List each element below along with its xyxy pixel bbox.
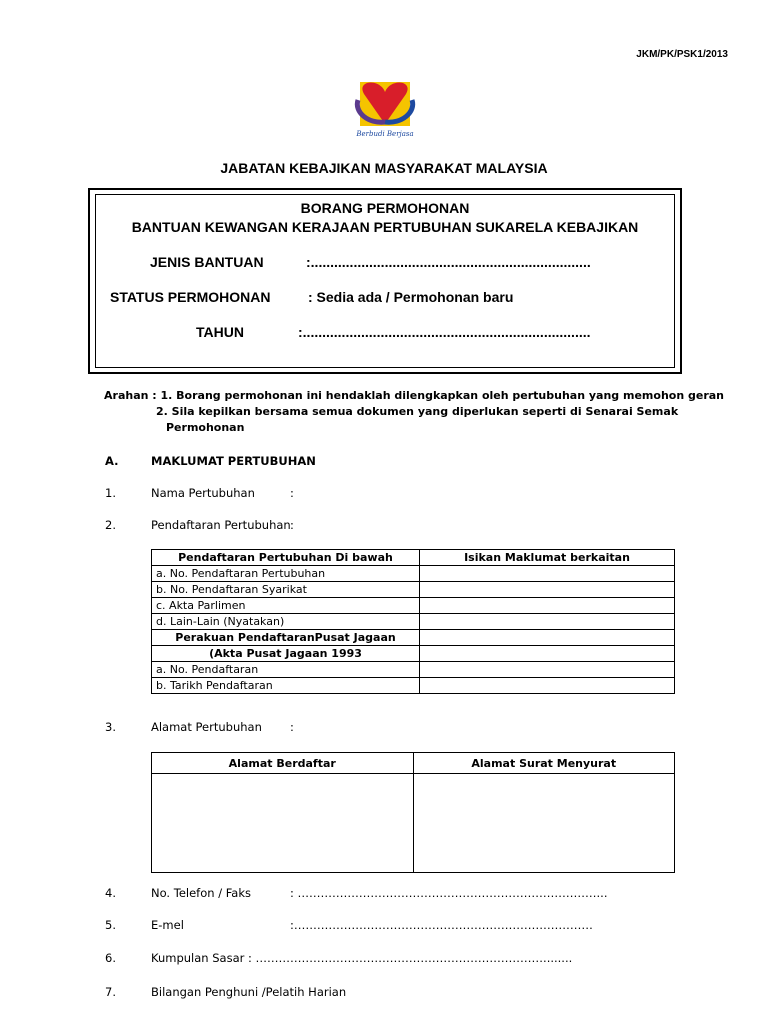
table-header-row bbox=[152, 550, 675, 566]
tahun-label: TAHUN bbox=[196, 324, 244, 340]
item-3-label: Alamat Pertubuhan bbox=[151, 720, 262, 734]
item-6-number: 6. bbox=[105, 951, 116, 965]
item-5-number: 5. bbox=[105, 918, 116, 932]
instruction-line-1: Arahan : 1. Borang permohonan ini hendaklah dilengkapkan oleh pertubuhan yang memohon geran bbox=[104, 389, 725, 402]
table-cell-label: a. No. Pendaftaran Pertubuhan bbox=[152, 566, 420, 582]
logo-caption: Berbudi Berjasa bbox=[356, 130, 414, 138]
section-a-letter: A. bbox=[105, 454, 119, 468]
item-2-label: Pendaftaran Pertubuhan bbox=[151, 518, 291, 532]
jenis-bantuan-label: JENIS BANTUAN bbox=[150, 254, 264, 270]
table-cell-label: b. Tarikh Pendaftaran bbox=[152, 678, 420, 694]
table-subheader-cell: Perakuan PendaftaranPusat Jagaan bbox=[152, 630, 420, 646]
jkm-logo bbox=[352, 78, 418, 142]
nama-pertubuhan-field[interactable]: : bbox=[290, 486, 294, 500]
table-cell-label: d. Lain-Lain (Nyatakan) bbox=[152, 614, 420, 630]
instruction-line-3: Permohonan bbox=[166, 421, 245, 434]
table-cell-input[interactable] bbox=[420, 646, 675, 662]
table-row bbox=[152, 598, 675, 614]
status-permohonan-field[interactable]: : Sedia ada / Permohonan baru bbox=[308, 289, 514, 305]
jenis-bantuan-field[interactable]: :........................................................................ bbox=[306, 254, 591, 270]
registered-address-input[interactable] bbox=[152, 774, 414, 873]
address-table bbox=[151, 752, 675, 873]
table-header-cell: Alamat Surat Menyurat bbox=[413, 753, 675, 774]
table-cell-input[interactable] bbox=[420, 630, 675, 646]
table-row bbox=[152, 678, 675, 694]
item-3-number: 3. bbox=[105, 720, 116, 734]
mailing-address-input[interactable] bbox=[413, 774, 675, 873]
table-header-row bbox=[152, 753, 675, 774]
table-row bbox=[152, 566, 675, 582]
table-subheader-row bbox=[152, 630, 675, 646]
item-5-label: E-mel bbox=[151, 918, 184, 932]
table-cell-input[interactable] bbox=[420, 566, 675, 582]
table-row bbox=[152, 582, 675, 598]
reference-code: JKM/PK/PSK1/2013 bbox=[636, 49, 728, 60]
item-1-number: 1. bbox=[105, 486, 116, 500]
tahun-field[interactable]: :.......................................................................... bbox=[298, 324, 591, 340]
form-subtitle: BANTUAN KEWANGAN KERAJAAN PERTUBUHAN SUKARELA KEBAJIKAN bbox=[131, 219, 639, 235]
status-permohonan-label: STATUS PERMOHONAN bbox=[110, 289, 271, 305]
item-4-number: 4. bbox=[105, 886, 116, 900]
table-cell-input[interactable] bbox=[420, 662, 675, 678]
table-cell-input[interactable] bbox=[420, 614, 675, 630]
table-row bbox=[152, 662, 675, 678]
item-2-number: 2. bbox=[105, 518, 116, 532]
alamat-pertubuhan-field[interactable]: : bbox=[290, 720, 294, 734]
emel-field[interactable]: :…………………………………………………………………… bbox=[290, 918, 593, 932]
table-subheader-row bbox=[152, 646, 675, 662]
item-7-label: Bilangan Penghuni /Pelatih Harian bbox=[151, 985, 347, 999]
table-cell-label: a. No. Pendaftaran bbox=[152, 662, 420, 678]
table-cell-input[interactable] bbox=[420, 582, 675, 598]
table-cell-label: c. Akta Parlimen bbox=[152, 598, 420, 614]
agency-title: JABATAN KEBAJIKAN MASYARAKAT MALAYSIA bbox=[220, 160, 548, 176]
registration-table bbox=[151, 549, 675, 694]
item-1-label: Nama Pertubuhan bbox=[151, 486, 255, 500]
table-row bbox=[152, 774, 675, 873]
table-row bbox=[152, 614, 675, 630]
table-subheader-cell: (Akta Pusat Jagaan 1993 bbox=[152, 646, 420, 662]
instruction-line-2: 2. Sila kepilkan bersama semua dokumen yang diperlukan seperti di Senarai Semak bbox=[156, 405, 679, 418]
table-cell-input[interactable] bbox=[420, 598, 675, 614]
table-header-cell: Isikan Maklumat berkaitan bbox=[420, 550, 675, 566]
table-cell-input[interactable] bbox=[420, 678, 675, 694]
item-7-number: 7. bbox=[105, 985, 116, 999]
table-cell-label: b. No. Pendaftaran Syarikat bbox=[152, 582, 420, 598]
form-title: BORANG PERMOHONAN bbox=[300, 200, 470, 216]
table-header-cell: Alamat Berdaftar bbox=[152, 753, 414, 774]
table-header-cell: Pendaftaran Pertubuhan Di bawah bbox=[152, 550, 420, 566]
pendaftaran-pertubuhan-field[interactable]: : bbox=[290, 518, 294, 532]
section-a-title: MAKLUMAT PERTUBUHAN bbox=[151, 454, 316, 468]
item-4-label: No. Telefon / Faks bbox=[151, 886, 251, 900]
kumpulan-sasar-field[interactable]: Kumpulan Sasar : …………………………………………………………………........ bbox=[151, 951, 573, 965]
telefon-faks-field[interactable]: : ……………………………………………………………………... bbox=[290, 886, 608, 900]
